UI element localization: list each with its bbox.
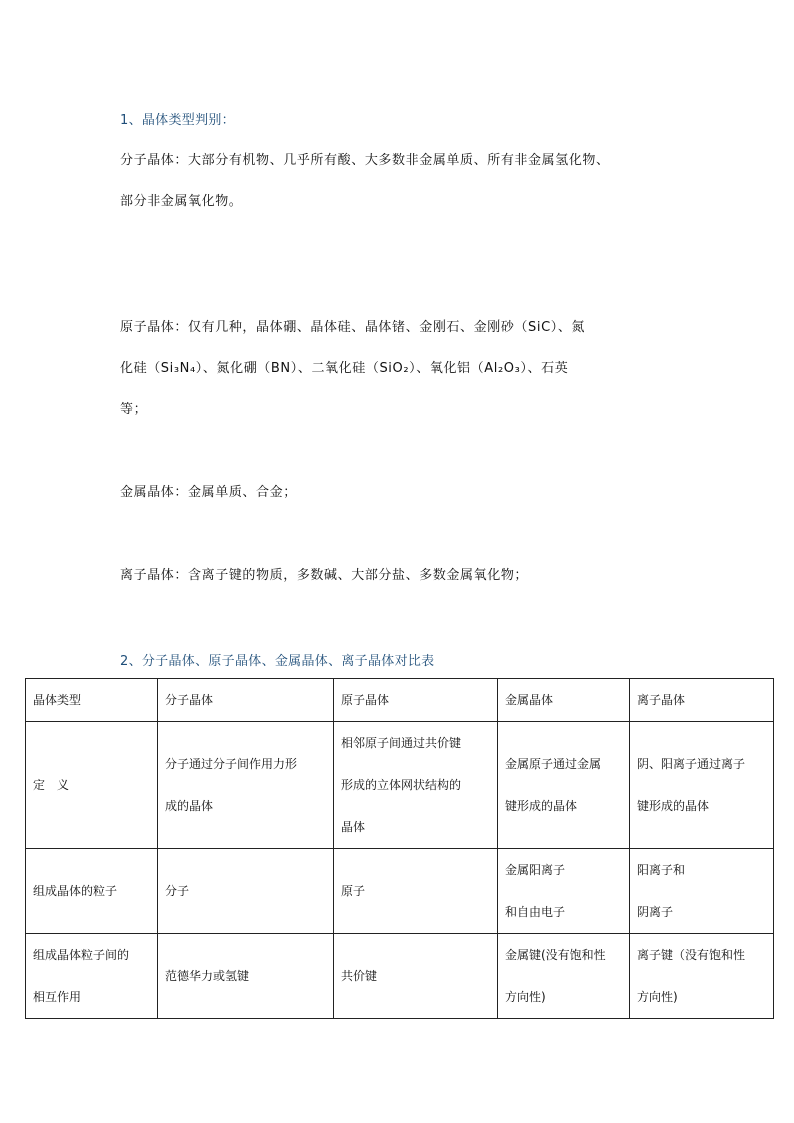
particles-metallic-line2: 和自由电子 <box>505 905 566 919</box>
interaction-metallic-line1: 金属键(没有饱和性 <box>505 948 606 962</box>
particles-atomic: 原子 <box>334 849 498 934</box>
molecular-label: 分子晶体： <box>120 153 189 168</box>
particles-ionic-line2: 阴离子 <box>637 905 674 919</box>
interaction-molecular: 范德华力或氢键 <box>158 934 334 1019</box>
interaction-label-line1: 组成晶体粒子间的 <box>33 948 130 962</box>
molecular-line2: 部分非金属氧化物。 <box>120 194 243 209</box>
definition-atomic <box>334 722 498 849</box>
header-metallic: 金属晶体 <box>498 679 630 722</box>
atomic-line2: 化硅（Si₃N₄）、氮化硼（BN）、二氧化硅（SiO₂）、氧化铝（Al₂O₃）、石英 <box>120 361 569 376</box>
atomic-crystal-paragraph <box>120 307 680 430</box>
definition-metallic-line1: 金属原子通过金属 <box>505 757 602 771</box>
ionic-text: 含离子键的物质，多数碱、大部分盐、多数金属氧化物； <box>188 568 529 583</box>
interaction-metallic <box>498 934 630 1019</box>
definition-ionic-line1: 阴、阳离子通过离子 <box>637 757 746 771</box>
header-atomic: 原子晶体 <box>334 679 498 722</box>
particles-molecular: 分子 <box>158 849 334 934</box>
section1-heading: 1、晶体类型判别： <box>120 113 235 128</box>
interaction-atomic: 共价键 <box>334 934 498 1019</box>
definition-label: 定 义 <box>26 722 158 849</box>
definition-molecular-line1: 分子通过分子间作用力形 <box>165 757 298 771</box>
interaction-ionic-line1: 离子键（没有饱和性 <box>637 948 746 962</box>
atomic-line1: 仅有几种，晶体硼、晶体硅、晶体锗、金刚石、金刚砂（SiC）、氮 <box>188 320 586 335</box>
metallic-label: 金属晶体： <box>120 485 189 500</box>
table-row-particles <box>26 849 774 934</box>
particles-label: 组成晶体的粒子 <box>26 849 158 934</box>
definition-ionic <box>630 722 774 849</box>
interaction-ionic <box>630 934 774 1019</box>
ionic-crystal-paragraph <box>120 555 680 596</box>
particles-ionic <box>630 849 774 934</box>
definition-metallic-line2: 键形成的晶体 <box>505 799 578 813</box>
crystal-comparison-table <box>25 678 774 1019</box>
definition-molecular <box>158 722 334 849</box>
atomic-label: 原子晶体： <box>120 320 189 335</box>
interaction-metallic-line2: 方向性) <box>505 990 546 1004</box>
header-ionic: 离子晶体 <box>630 679 774 722</box>
section2-heading: 2、分子晶体、原子晶体、金属晶体、离子晶体对比表 <box>120 654 435 669</box>
interaction-label <box>26 934 158 1019</box>
table-row-interaction <box>26 934 774 1019</box>
definition-atomic-line2: 形成的立体网状结构的 <box>341 778 462 792</box>
particles-metallic-line1: 金属阳离子 <box>505 863 566 877</box>
definition-atomic-line3: 晶体 <box>341 820 366 834</box>
header-molecular: 分子晶体 <box>158 679 334 722</box>
definition-atomic-line1: 相邻原子间通过共价键 <box>341 736 462 750</box>
particles-metallic <box>498 849 630 934</box>
interaction-label-line2: 相互作用 <box>33 990 82 1004</box>
molecular-line1: 大部分有机物、几乎所有酸、大多数非金属单质、所有非金属氢化物、 <box>188 153 610 168</box>
metallic-crystal-paragraph <box>120 472 680 513</box>
interaction-ionic-line2: 方向性) <box>637 990 678 1004</box>
table-row-definition <box>26 722 774 849</box>
definition-ionic-line2: 键形成的晶体 <box>637 799 710 813</box>
molecular-crystal-paragraph <box>120 140 680 222</box>
definition-metallic <box>498 722 630 849</box>
header-crystal-type: 晶体类型 <box>26 679 158 722</box>
atomic-line3: 等； <box>120 402 148 417</box>
metallic-text: 金属单质、合金； <box>188 485 297 500</box>
particles-ionic-line1: 阳离子和 <box>637 863 686 877</box>
definition-molecular-line2: 成的晶体 <box>165 799 214 813</box>
table-header-row <box>26 679 774 722</box>
ionic-label: 离子晶体： <box>120 568 189 583</box>
